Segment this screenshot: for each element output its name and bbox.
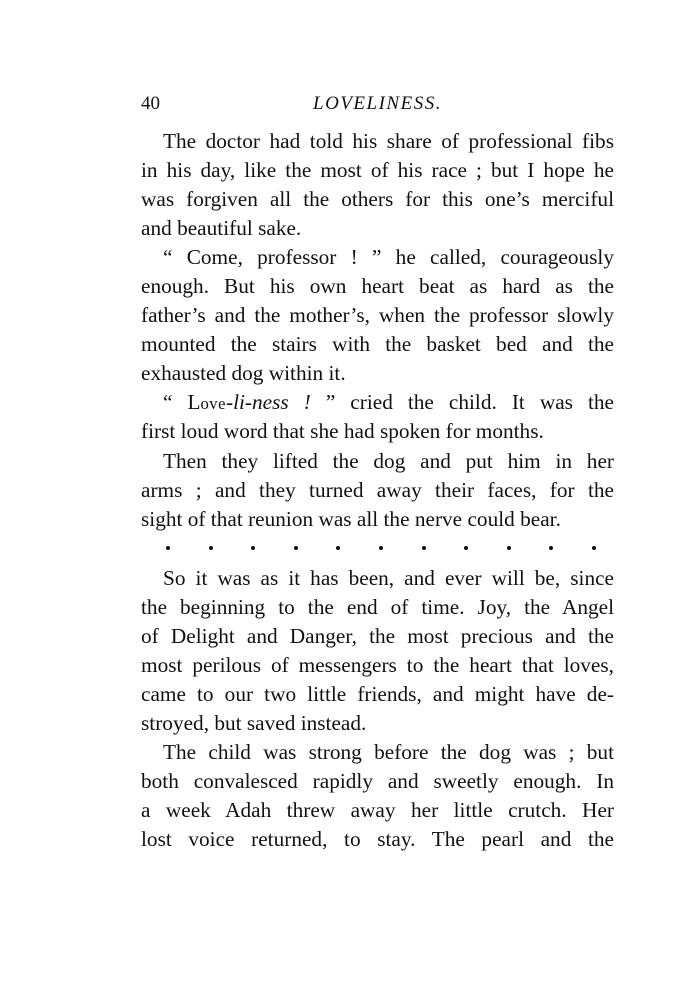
text-line: So it was as it has been, and ever will be, since	[163, 566, 614, 590]
smallcaps-initial: L	[187, 390, 201, 414]
ornament-dot	[464, 546, 468, 550]
text-line: lost voice returned, to stay. The pearl and the	[141, 827, 614, 851]
ornament-dot	[336, 546, 340, 550]
running-title: LOVELINESS.	[313, 93, 442, 114]
ornament-dot	[592, 546, 596, 550]
hyphen: -	[225, 390, 234, 414]
text-line: was forgiven all the others for this one’s merciful	[141, 187, 614, 211]
text-line: sight of that reunion was all the nerve could bear.	[141, 507, 561, 531]
text-line: stroyed, but saved instead.	[141, 711, 367, 735]
text-line: first loud word that she had spoken for months.	[141, 419, 544, 443]
text-line: exhausted dog within it.	[141, 361, 346, 385]
ornament-dot	[294, 546, 298, 550]
text-line: The child was strong before the dog was ; but	[163, 740, 614, 764]
ornament-dot	[379, 546, 383, 550]
page-header	[141, 90, 614, 118]
text-line: The doctor had told his share of professional fibs	[163, 129, 614, 153]
text-line: the beginning to the end of time. Joy, the Angel	[141, 595, 614, 619]
text-line: father’s and the mother’s, when the professor slowly	[141, 303, 614, 327]
page-number: 40	[141, 93, 160, 114]
ornament-dot	[251, 546, 255, 550]
line-rest: ” cried the child. It was the	[310, 390, 615, 414]
text-line-mixed	[163, 388, 614, 417]
ornament-dot	[209, 546, 213, 550]
text-line: both convalesced rapidly and sweetly enough. In	[141, 769, 614, 793]
text-line: and beautiful sake.	[141, 216, 302, 240]
text-line: arms ; and they turned away their faces, for the	[141, 478, 614, 502]
italic-word: li-ness !	[233, 390, 311, 414]
text-line: a week Adah threw away her little crutch. Her	[141, 798, 614, 822]
text-line: mounted the stairs with the basket bed and the	[141, 332, 614, 356]
text-line: of Delight and Danger, the most precious and the	[141, 624, 614, 648]
text-line: came to our two little friends, and might have de-	[141, 682, 614, 706]
ornament-dot	[166, 546, 170, 550]
text-line: “ Come, professor ! ” he called, courageously	[163, 245, 614, 269]
smallcaps-word: ove	[200, 394, 226, 413]
ornament-dot	[422, 546, 426, 550]
section-break-dots	[166, 536, 596, 560]
text-line: enough. But his own heart beat as hard as the	[141, 274, 614, 298]
ornament-dot	[507, 546, 511, 550]
open-quote: “	[163, 390, 188, 414]
ornament-dot	[549, 546, 553, 550]
text-line: Then they lifted the dog and put him in her	[163, 449, 614, 473]
text-line: most perilous of messengers to the heart that loves,	[141, 653, 614, 677]
text-line: in his day, like the most of his race ; but I hope he	[141, 158, 614, 182]
